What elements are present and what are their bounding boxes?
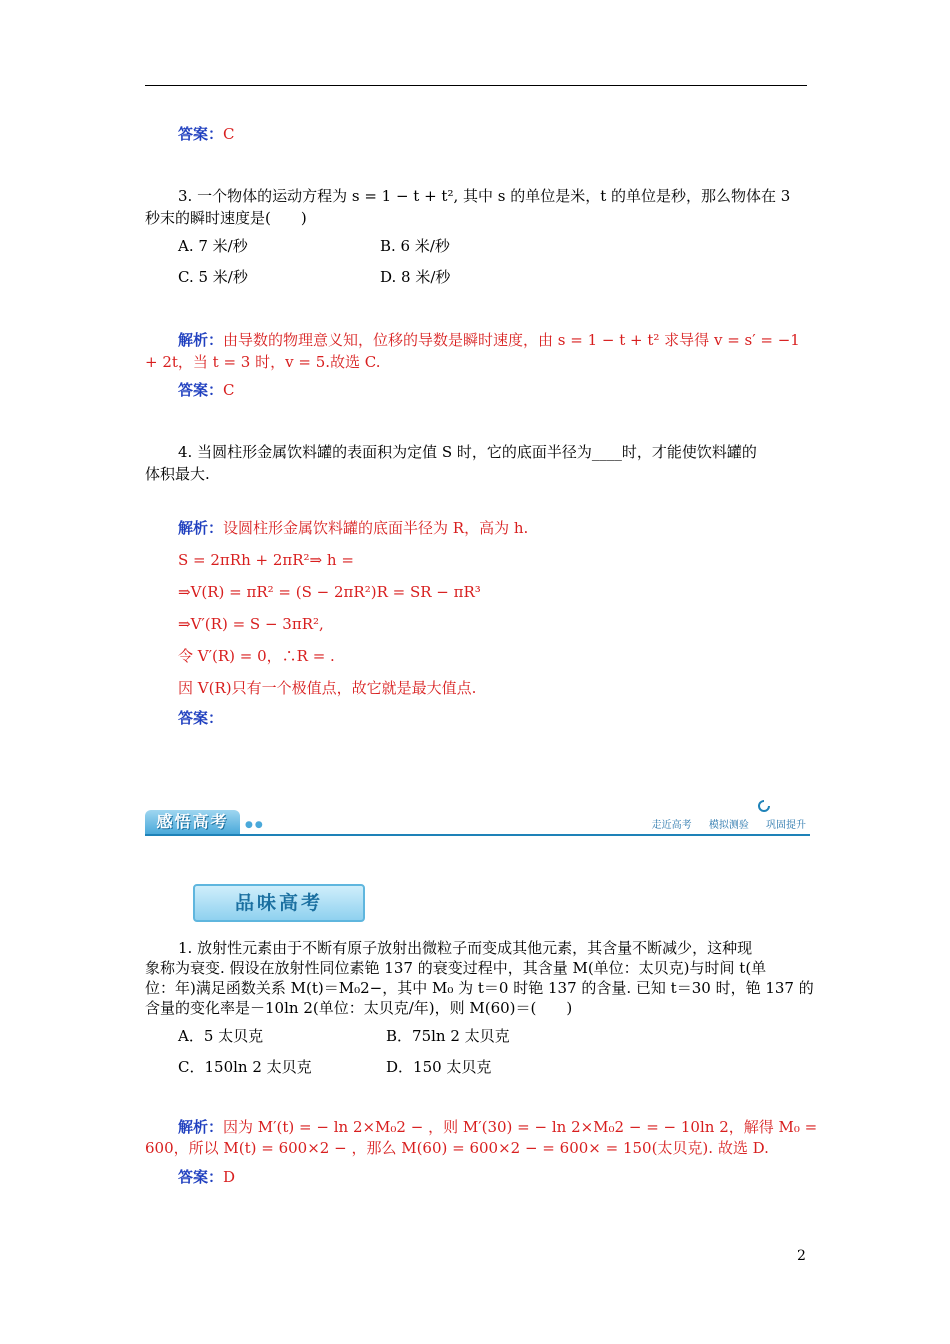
q1-stem-line2: 象称为衰变. 假设在放射性同位素铯 137 的衰变过程中，其含量 M(单位：太贝克)与时间 t(单 <box>145 959 767 977</box>
q3-analysis-line2: + 2t，当 t = 3 时，v = 5.故选 C. <box>145 353 381 371</box>
q4-stem-line2: 体积最大. <box>145 465 210 483</box>
q1-analysis-line1 <box>178 1117 817 1137</box>
q4-analysis-line1 <box>178 518 528 538</box>
analysis-label: 解析： <box>178 1118 224 1136</box>
q4-step-4: 令 V′(R) = 0，∴R = . <box>178 647 335 665</box>
q3-option-d: D. 8 米/秒 <box>380 268 451 286</box>
answer-value: C <box>223 125 235 143</box>
header-rule <box>145 85 807 86</box>
q1-stem-line3: 位：年)满足函数关系 M(t)＝M₀2−，其中 M₀ 为 t＝0 时铯 137 的含量. 已知 t＝30 时，铯 137 的 <box>145 979 814 997</box>
answer-1 <box>178 124 235 144</box>
answer-value: D <box>223 1168 236 1186</box>
q1-option-b: B．75ln 2 太贝克 <box>386 1027 510 1045</box>
answer-label: 答案： <box>178 125 224 143</box>
q1-option-a: A．5 太贝克 <box>178 1027 264 1045</box>
q4-step-3: ⇒V′(R) = S − 3πR², <box>178 615 324 633</box>
q4-step-2: ⇒V(R) = πR² = (S − 2πR²)R = SR − πR³ <box>178 583 481 601</box>
q3-option-a: A. 7 米/秒 <box>178 237 248 255</box>
q1-stem-line1: 1. 放射性元素由于不断有原子放射出微粒子而变成其他元素，其含量不断减少，这种现 <box>178 939 753 957</box>
q1-analysis-text: 因为 M′(t) = − ln 2×M₀2 − ，则 M′(30) = − ln 2×M₀2 − = − 10ln 2，解得 M₀ = <box>223 1118 818 1136</box>
analysis-label: 解析： <box>178 519 224 537</box>
q3-stem-line1: 3. 一个物体的运动方程为 s = 1 − t + t², 其中 s 的单位是米，t 的单位是秒，那么物体在 3 <box>178 187 791 205</box>
q1-analysis-line2: 600，所以 M(t) = 600×2 − ，那么 M(60) = 600×2 − = 600× = 150(太贝克). 故选 D. <box>145 1139 769 1157</box>
q3-option-c: C. 5 米/秒 <box>178 268 248 286</box>
analysis-label: 解析： <box>178 331 224 349</box>
banner-subtitle: 走近高考 模拟测验 巩固提升 <box>651 820 806 831</box>
answer-label: 答案： <box>178 381 224 399</box>
section-banner <box>145 800 810 838</box>
q4-stem-line1: 4. 当圆柱形金属饮料罐的表面积为定值 S 时，它的底面半径为____时，才能使饮料罐的 <box>178 443 757 461</box>
q1-answer <box>178 1167 235 1187</box>
q3-option-b: B. 6 米/秒 <box>380 237 450 255</box>
answer-label: 答案： <box>178 1168 224 1186</box>
answer-value: C <box>223 381 235 399</box>
q3-analysis-line1 <box>178 330 800 350</box>
banner-title: 感悟高考 <box>145 810 240 834</box>
q3-analysis-text: 由导数的物理意义知，位移的导数是瞬时速度，由 s = 1 − t + t² 求导得 v = s′ = −1 <box>223 331 800 349</box>
section-badge <box>183 878 375 926</box>
banner-dots-icon: ●● <box>245 820 265 830</box>
q4-step-5: 因 V(R)只有一个极值点，故它就是最大值点. <box>178 679 477 697</box>
answer-label: 答案： <box>178 709 224 727</box>
q3-answer <box>178 380 235 400</box>
q1-option-d: D．150 太贝克 <box>386 1058 492 1076</box>
q1-option-c: C．150ln 2 太贝克 <box>178 1058 312 1076</box>
q4-analysis-text: 设圆柱形金属饮料罐的底面半径为 R，高为 h. <box>223 519 529 537</box>
q1-stem-line4: 含量的变化率是－10ln 2(单位：太贝克/年)，则 M(60)＝( ) <box>145 999 573 1017</box>
q4-step-1: S = 2πRh + 2πR²⇒ h = <box>178 551 354 569</box>
q4-answer <box>178 708 223 728</box>
q3-stem-line2: 秒末的瞬时速度是( ) <box>145 209 307 227</box>
page-number: 2 <box>797 1248 806 1264</box>
badge-title: 品味高考 <box>193 884 365 922</box>
swirl-icon <box>757 800 771 812</box>
